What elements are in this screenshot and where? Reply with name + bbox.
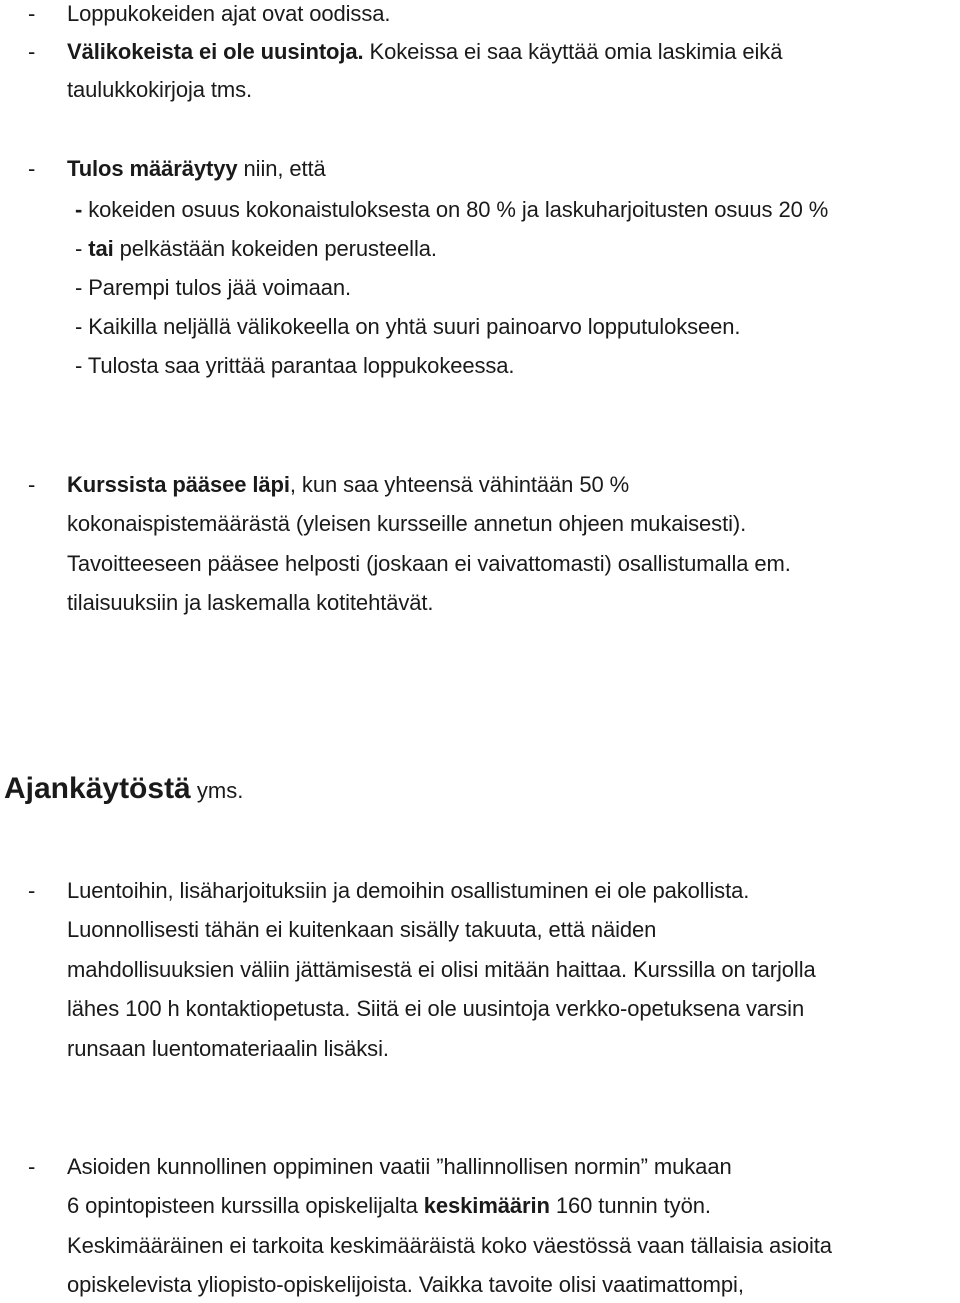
text-line: Tavoitteeseen pääsee helposti (joskaan ei vaivattomasti) osallistumalla em. — [67, 551, 791, 576]
text-line: runsaan luentomateriaalin lisäksi. — [67, 1036, 389, 1061]
bold-text: tai — [88, 236, 114, 261]
text-line: Kokeissa ei saa käyttää omia laskimia eikä — [363, 39, 783, 64]
bullet-dash: - — [28, 472, 36, 497]
sub-item — [75, 235, 437, 263]
sub-dash: - — [75, 197, 89, 222]
text-line: Keskimääräinen ei tarkoita keskimääräistä koko väestössä vaan tällaisia asioita — [67, 1233, 832, 1258]
text-line: Loppukokeiden ajat ovat oodissa. — [67, 1, 391, 26]
heading-suffix: yms. — [190, 778, 244, 803]
bullet-text — [67, 38, 782, 66]
bold-text: Tulos määräytyy — [67, 156, 238, 181]
bold-text: keskimäärin — [423, 1193, 550, 1218]
text-line: taulukkokirjoja tms. — [67, 77, 253, 102]
text-line: kokeiden osuus kokonaistuloksesta on 80 % ja laskuharjoitusten osuus 20 % — [88, 197, 829, 222]
text-line: 6 opintopisteen kurssilla opiskelijalta — [67, 1193, 424, 1218]
bullet-text — [67, 0, 390, 28]
text-line: Luentoihin, lisäharjoituksiin ja demoihin osallistuminen ei ole pakollista. — [67, 878, 750, 903]
bullet-dash: - — [28, 878, 36, 903]
text-line: pelkästään kokeiden perusteella. — [113, 236, 437, 261]
bullet-dash: - — [28, 39, 36, 64]
bullet-text — [67, 471, 629, 499]
bullet-text — [67, 1192, 711, 1220]
text-line: 160 tunnin työn. — [549, 1193, 711, 1218]
sub-item: - Tulosta saa yrittää parantaa loppukokeessa. — [75, 353, 515, 378]
bullet-dash: - — [28, 1154, 36, 1179]
text-line: opiskelevista yliopisto-opiskelijoista. Vaikka tavoite olisi vaatimattompi, — [67, 1272, 744, 1297]
text-line: , kun saa yhteensä vähintään 50 % — [289, 472, 630, 497]
sub-item: - Parempi tulos jää voimaan. — [75, 275, 351, 300]
bold-text: Kurssista pääsee läpi — [67, 472, 290, 497]
heading-text: Ajankäytöstä — [4, 772, 191, 805]
sub-dash: - — [75, 236, 89, 261]
bullet-text — [67, 155, 326, 183]
bullet-dash: - — [28, 1, 36, 26]
section-heading — [4, 771, 243, 809]
text-line: niin, että — [237, 156, 326, 181]
sub-item: - Kaikilla neljällä välikokeella on yhtä suuri painoarvo lopputulokseen. — [75, 314, 741, 339]
bold-text: Välikokeista ei ole uusintoja. — [67, 39, 364, 64]
text-line: tilaisuuksiin ja laskemalla kotitehtävät. — [67, 590, 434, 615]
sub-item — [75, 196, 828, 224]
text-line: mahdollisuuksien väliin jättämisestä ei olisi mitään haittaa. Kurssilla on tarjolla — [67, 957, 816, 982]
text-line: lähes 100 h kontaktiopetusta. Siitä ei ole uusintoja verkko-opetuksena varsin — [67, 996, 805, 1021]
text-line: kokonaispistemäärästä (yleisen kursseille annetun ohjeen mukaisesti). — [67, 511, 747, 536]
text-line: Luonnollisesti tähän ei kuitenkaan sisälly takuuta, että näiden — [67, 917, 657, 942]
bullet-dash: - — [28, 156, 36, 181]
text-line: Asioiden kunnollinen oppiminen vaatii ”hallinnollisen normin” mukaan — [67, 1154, 732, 1179]
